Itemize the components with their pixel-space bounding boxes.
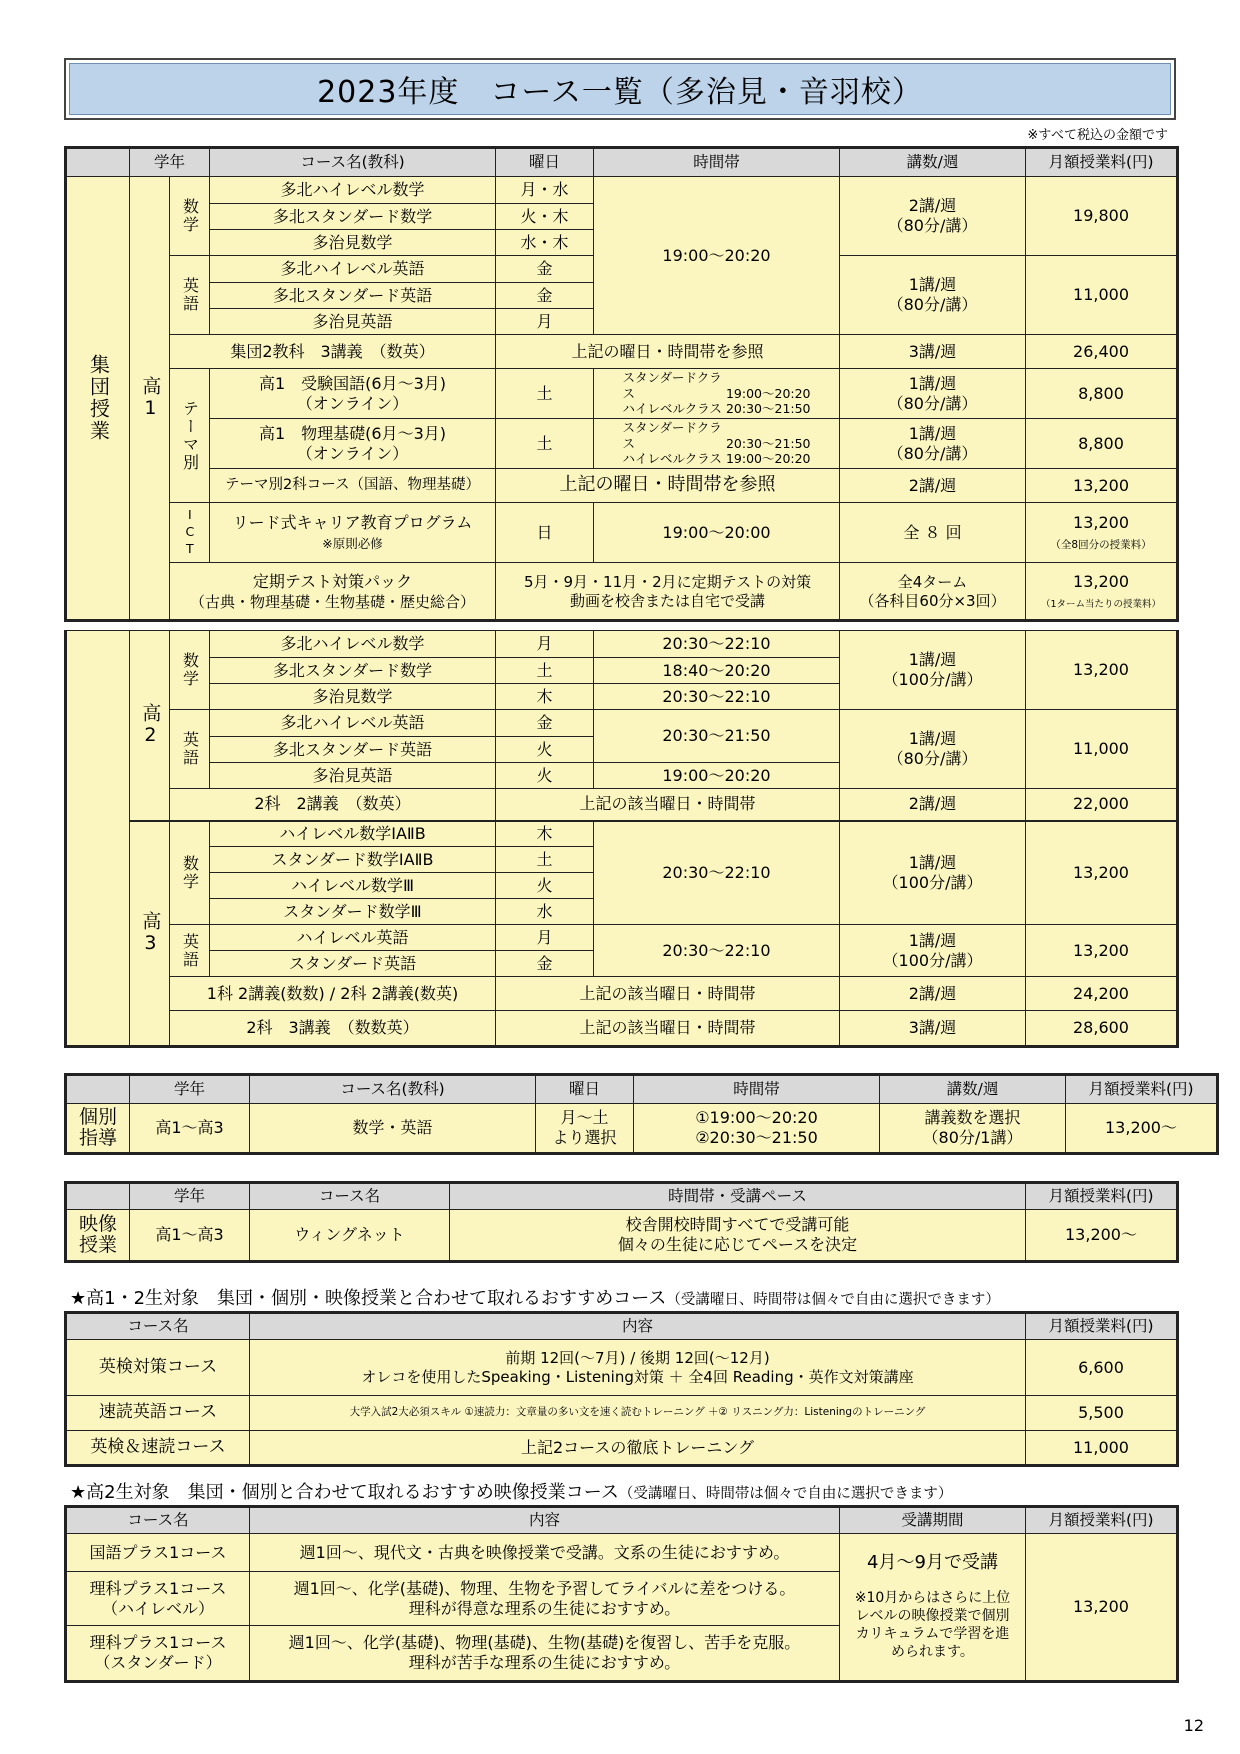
course-time: 20:30～22:10	[594, 925, 840, 977]
course-time: 19:00～20:20	[594, 177, 840, 335]
rec2-course-name	[66, 1626, 250, 1682]
lessons-line: 1講/週	[908, 423, 957, 443]
header-fee: 月額授業料(円)	[1026, 1183, 1178, 1210]
grade-label-k3: 高3	[130, 821, 170, 1047]
rec2-title	[70, 1478, 952, 1504]
name-line: 理科プラス1コース	[89, 1578, 227, 1598]
table-row	[66, 419, 1178, 469]
name-line: 理科プラス1コース	[89, 1633, 227, 1652]
course-day: 火	[496, 763, 594, 789]
course-day: 木	[496, 684, 594, 710]
course-day: 水・木	[496, 230, 594, 256]
course-name: 多治見英語	[210, 763, 496, 789]
lessons-line: （各科目60分×3回）	[859, 591, 1006, 610]
table-row	[66, 789, 1178, 821]
table-row	[66, 335, 1178, 369]
name-line: （スタンダード）	[94, 1653, 222, 1672]
rec1-course-content: 上記2コースの徹底トレーニング	[250, 1431, 1026, 1466]
rec2-course-name	[66, 1572, 250, 1626]
header-time-pace: 時間帯・受講ペース	[450, 1183, 1026, 1210]
combo-name: 2科 2講義 （数英）	[170, 789, 496, 821]
fee-note: （全8回分の授業料）	[1050, 538, 1152, 551]
time-line: 動画を校舎または自宅で受講	[570, 591, 766, 610]
table-row	[66, 1340, 1178, 1396]
course-name: 多北ハイレベル英語	[210, 256, 496, 283]
rec1-course-content	[250, 1340, 1026, 1396]
header-fee: 月額授業料(円)	[1066, 1075, 1218, 1104]
combo-name: 2科 3講義 （数数英）	[170, 1011, 496, 1047]
rec2-title-text: ★高2生対象 集団・個別と合わせて取れるおすすめ映像授業コース	[70, 1482, 619, 1503]
test-pack-time	[496, 563, 840, 621]
course-name: 多北ハイレベル数学	[210, 631, 496, 658]
lessons-line: （80分/講）	[887, 749, 978, 768]
rec1-title-text: ★高1・2生対象 集団・個別・映像授業と合わせて取れるおすすめコース	[70, 1288, 667, 1309]
table-row	[66, 1431, 1178, 1466]
lessons-line: 2講/週	[908, 196, 957, 215]
individual-fee: 13,200～	[1066, 1104, 1218, 1154]
group-class-table	[64, 146, 1179, 622]
table-row	[66, 469, 1178, 503]
course-day: 木	[496, 821, 594, 847]
title-box	[64, 58, 1176, 120]
table-row	[66, 503, 1178, 563]
lessons-line: （100分/講）	[882, 670, 983, 689]
header-day: 曜日	[496, 148, 594, 177]
table-row	[66, 1210, 1178, 1262]
table-header-row	[66, 1075, 1218, 1104]
course-lessons	[840, 256, 1026, 335]
individual-table	[64, 1073, 1219, 1155]
course-fee: 19,800	[1026, 177, 1178, 256]
subject-label-math: 数学	[170, 177, 210, 256]
table-header-row	[66, 1313, 1178, 1340]
header-grade: 学年	[130, 1075, 250, 1104]
course-name: 多北スタンダード数学	[210, 204, 496, 230]
day-line: 月～土	[560, 1108, 609, 1127]
individual-course: 数学・英語	[250, 1104, 536, 1154]
header-fee: 月額授業料(円)	[1026, 1507, 1178, 1534]
theme-combo-name: テーマ別2科コース（国語、物理基礎）	[210, 469, 496, 503]
video-pace	[450, 1210, 1026, 1262]
header-blank	[66, 1075, 130, 1104]
name-line: 高1 物理基礎(6月～3月)	[259, 423, 447, 443]
subject-label-math: 数学	[170, 821, 210, 925]
rec2-note: （受講曜日、時間帯は個々で自由に選択できます）	[618, 1486, 953, 1502]
theme-combo-time: 上記の曜日・時間帯を参照	[496, 469, 840, 503]
course-day: 日	[496, 503, 594, 563]
table-row	[66, 1396, 1178, 1431]
period-main: 4月～9月で受講	[867, 1552, 998, 1574]
class-slot: スタンダードクラス	[622, 370, 722, 401]
individual-lessons	[880, 1104, 1066, 1154]
subject-label-theme: テーマ別	[170, 369, 210, 503]
header-course: コース名(教科)	[210, 148, 496, 177]
header-grade: 学年	[130, 1183, 250, 1210]
video-label	[66, 1210, 130, 1262]
header-course: コース名	[66, 1313, 250, 1340]
name-line: 高1 受験国語(6月～3月)	[259, 373, 447, 393]
content-line: 理科が苦手な理系の生徒におすすめ。	[408, 1653, 681, 1672]
course-fee: 8,800	[1026, 369, 1178, 419]
header-blank	[66, 1183, 130, 1210]
header-grade: 学年	[130, 148, 210, 177]
page-title: 2023年度 コース一覧（多治見・音羽校）	[69, 63, 1171, 115]
course-name: スタンダード数学Ⅲ	[210, 899, 496, 925]
slot-time: 20:30～21:50	[725, 435, 811, 451]
header-course: コース名(教科)	[250, 1075, 536, 1104]
lessons-line: 1講/週	[908, 650, 957, 669]
rec1-table	[64, 1311, 1179, 1467]
label-text: 個別指導	[78, 1106, 117, 1149]
course-name: 多北ハイレベル数学	[210, 177, 496, 204]
lessons-line: 1講/週	[908, 729, 957, 748]
course-fee: 13,200	[1026, 631, 1178, 710]
header-day: 曜日	[536, 1075, 634, 1104]
course-name: 多治見数学	[210, 230, 496, 256]
lessons-line: 1講/週	[908, 852, 957, 872]
grade-label-k2: 高2	[130, 631, 170, 821]
subject-label-english: 英語	[170, 256, 210, 335]
class-slot: ハイレベルクラス	[622, 451, 722, 467]
pace-line: 個々の生徒に応じてペースを決定	[617, 1235, 858, 1254]
individual-grade: 高1～高3	[130, 1104, 250, 1154]
course-name: ハイレベル数学ⅠAⅡB	[210, 821, 496, 847]
page-number: 12	[1183, 1716, 1204, 1735]
combo-lessons: 3講/週	[840, 335, 1026, 369]
rec2-course-name: 国語プラス1コース	[66, 1534, 250, 1572]
combo-name: 1科 2講義(数数) / 2科 2講義(数英)	[170, 977, 496, 1011]
subject-label-english: 英語	[170, 710, 210, 789]
course-fee	[1026, 503, 1178, 563]
subject-label-math: 数学	[170, 631, 210, 710]
header-lessons: 講数/週	[840, 148, 1026, 177]
lessons-line: 講義数を選択	[924, 1108, 1021, 1127]
course-fee: 13,200	[1026, 925, 1178, 977]
course-day: 金	[496, 710, 594, 737]
course-lessons	[840, 710, 1026, 789]
course-day: 月	[496, 631, 594, 658]
table-row	[66, 177, 1178, 204]
rec2-course-content: 週1回～、現代文・古典を映像授業で受講。文系の生徒におすすめ。	[250, 1534, 840, 1572]
combo-fee: 26,400	[1026, 335, 1178, 369]
content-line: 前期 12回(～7月) / 後期 12回(～12月)	[505, 1348, 770, 1367]
theme-combo-lessons: 2講/週	[840, 469, 1026, 503]
name-line: （ハイレベル）	[101, 1598, 214, 1618]
time-line: ①19:00～20:20	[695, 1108, 818, 1127]
lessons-line: （100分/講）	[882, 872, 983, 892]
individual-time	[634, 1104, 880, 1154]
course-name: 多北スタンダード英語	[210, 283, 496, 309]
subject-label-english: 英語	[170, 925, 210, 977]
table-header-row	[66, 148, 1178, 177]
group-class-label: 集団授業	[66, 177, 130, 621]
course-lessons	[840, 925, 1026, 977]
slot-time: 19:00～20:20	[725, 385, 811, 401]
course-day: 土	[496, 847, 594, 873]
rec2-fee: 13,200	[1026, 1534, 1178, 1682]
video-table	[64, 1181, 1179, 1263]
course-day: 火	[496, 737, 594, 763]
course-lessons	[840, 631, 1026, 710]
label-text: 映像授業	[78, 1213, 117, 1256]
table-header-row	[66, 1507, 1178, 1534]
header-blank	[66, 148, 130, 177]
slot-time: 20:30～21:50	[725, 401, 811, 417]
course-day: 土	[496, 658, 594, 684]
lessons-line: 1講/週	[908, 275, 957, 294]
name-line: （古典・物理基礎・生物基礎・歴史総合）	[190, 592, 476, 611]
rec1-note: （受講曜日、時間帯は個々で自由に選択できます）	[666, 1292, 1000, 1308]
lessons-line: （80分/講）	[887, 443, 978, 463]
course-day: 金	[496, 283, 594, 309]
course-name: ハイレベル数学Ⅲ	[210, 873, 496, 899]
lessons-line: （80分/1講）	[922, 1128, 1023, 1147]
header-period: 受講期間	[840, 1507, 1026, 1534]
header-time: 時間帯	[634, 1075, 880, 1104]
rec2-course-content	[250, 1572, 840, 1626]
course-time: 20:30～22:10	[594, 631, 840, 658]
rec1-course-name: 英検＆速読コース	[66, 1431, 250, 1466]
table-row	[66, 1104, 1218, 1154]
period-note: ※10月からはさらに上位レベルの映像授業で個別カリキュラムで学習を進められます。	[854, 1589, 1011, 1661]
ict-course-name	[210, 503, 496, 563]
theme-course-name	[210, 369, 496, 419]
course-name: 多北ハイレベル英語	[210, 710, 496, 737]
table-row	[66, 1011, 1178, 1047]
course-lessons: 全 ８ 回	[840, 503, 1026, 563]
fee-note: （1ターム当たりの授業料）	[1040, 598, 1162, 610]
name-line: ※原則必修	[322, 535, 383, 551]
fee-line: 13,200	[1073, 571, 1129, 591]
course-name: ハイレベル英語	[210, 925, 496, 951]
rec2-table	[64, 1505, 1179, 1683]
course-day: 月	[496, 309, 594, 335]
header-lessons: 講数/週	[880, 1075, 1066, 1104]
header-fee: 月額授業料(円)	[1026, 148, 1178, 177]
combo-lessons: 2講/週	[840, 789, 1026, 821]
rec1-course-content: 大学入試2大必須スキル ①速読力：文章量の多い文を速く読むトレーニング ＋② リスニング力：Listeningのトレーニング	[250, 1396, 1026, 1431]
lessons-line: （80分/講）	[887, 295, 978, 314]
theme-course-time	[594, 369, 840, 419]
header-course: コース名	[66, 1507, 250, 1534]
lessons-line: 1講/週	[908, 373, 957, 393]
individual-day	[536, 1104, 634, 1154]
course-time: 19:00～20:20	[594, 763, 840, 789]
course-fee: 11,000	[1026, 256, 1178, 335]
header-content: 内容	[250, 1507, 840, 1534]
course-day: 水	[496, 899, 594, 925]
course-day: 金	[496, 951, 594, 977]
lessons-line: （80分/講）	[887, 216, 978, 235]
course-day: 月	[496, 925, 594, 951]
content-line: オレコを使用したSpeaking・Listening対策 ＋ 全4回 Reading・英作文対策講座	[361, 1367, 914, 1386]
course-lessons	[840, 821, 1026, 925]
course-name: スタンダード数学ⅠAⅡB	[210, 847, 496, 873]
table-row	[66, 925, 1178, 951]
header-content: 内容	[250, 1313, 1026, 1340]
name-line: 定期テスト対策パック	[252, 571, 413, 591]
rec2-period	[840, 1534, 1026, 1682]
pace-line: 校舎開校時間すべてで受講可能	[625, 1215, 850, 1234]
combo-lessons: 3講/週	[840, 1011, 1026, 1047]
group-class-table-k2k3	[64, 630, 1179, 1048]
lessons-line: （100分/講）	[882, 950, 983, 970]
group-class-label-cont	[66, 631, 130, 1047]
name-line: （オンライン）	[296, 393, 409, 413]
rec1-course-name: 英検対策コース	[66, 1340, 250, 1396]
table-row	[66, 563, 1178, 621]
combo-fee: 28,600	[1026, 1011, 1178, 1047]
course-day: 月・水	[496, 177, 594, 204]
header-time: 時間帯	[594, 148, 840, 177]
table-row	[66, 1534, 1178, 1572]
test-pack-name	[170, 563, 496, 621]
test-pack-lessons	[840, 563, 1026, 621]
video-course: ウィングネット	[250, 1210, 450, 1262]
combo-fee: 24,200	[1026, 977, 1178, 1011]
slot-time: 19:00～20:20	[725, 451, 811, 467]
theme-course-name	[210, 419, 496, 469]
course-lessons	[840, 419, 1026, 469]
table-row	[66, 710, 1178, 737]
day-line: より選択	[552, 1128, 617, 1147]
combo-fee: 22,000	[1026, 789, 1178, 821]
class-slot: ハイレベルクラス	[622, 401, 722, 417]
combo-lessons: 2講/週	[840, 977, 1026, 1011]
content-line: 週1回～、化学(基礎)、物理(基礎)、生物(基礎)を復習し、苦手を克服。	[288, 1633, 801, 1652]
combo-time: 上記の該当曜日・時間帯	[496, 1011, 840, 1047]
course-lessons	[840, 369, 1026, 419]
course-name: 多北スタンダード数学	[210, 658, 496, 684]
course-fee: 13,200	[1026, 821, 1178, 925]
lessons-line: 1講/週	[908, 930, 957, 950]
header-course: コース名	[250, 1183, 450, 1210]
combo-time: 上記の該当曜日・時間帯	[496, 789, 840, 821]
course-day: 土	[496, 419, 594, 469]
table-row	[66, 369, 1178, 419]
theme-combo-fee: 13,200	[1026, 469, 1178, 503]
time-line: ②20:30～21:50	[695, 1128, 818, 1147]
course-day: 土	[496, 369, 594, 419]
course-name: 多治見数学	[210, 684, 496, 710]
lessons-line: （80分/講）	[887, 393, 978, 413]
course-fee: 8,800	[1026, 419, 1178, 469]
course-time: 20:30～22:10	[594, 821, 840, 925]
course-time: 19:00～20:00	[594, 503, 840, 563]
header-fee: 月額授業料(円)	[1026, 1313, 1178, 1340]
class-slot: スタンダードクラス	[622, 420, 722, 451]
course-name: スタンダード英語	[210, 951, 496, 977]
video-fee: 13,200～	[1026, 1210, 1178, 1262]
video-grade: 高1～高3	[130, 1210, 250, 1262]
content-line: 週1回～、化学(基礎)、物理、生物を予習してライバルに差をつける。	[293, 1578, 796, 1598]
course-name: 多北スタンダード英語	[210, 737, 496, 763]
fee-line: 13,200	[1073, 512, 1129, 532]
table-row	[66, 821, 1178, 847]
course-time: 18:40～20:20	[594, 658, 840, 684]
combo-name: 集団2教科 3講義 （数英）	[170, 335, 496, 369]
combo-time: 上記の該当曜日・時間帯	[496, 977, 840, 1011]
time-line: 5月・9月・11月・2月に定期テストの対策	[523, 572, 812, 591]
table-row	[66, 977, 1178, 1011]
subject-label-ict: ICT	[170, 503, 210, 563]
grade-label-k1: 高1	[130, 177, 170, 621]
course-day: 火・木	[496, 204, 594, 230]
course-time: 20:30～21:50	[594, 710, 840, 763]
lessons-line: 全4ターム	[897, 572, 968, 591]
name-line: リード式キャリア教育プログラム	[232, 512, 473, 532]
course-day: 金	[496, 256, 594, 283]
combo-time: 上記の曜日・時間帯を参照	[496, 335, 840, 369]
test-pack-fee	[1026, 563, 1178, 621]
content-line: 理科が得意な理系の生徒におすすめ。	[408, 1598, 681, 1618]
rec1-course-fee: 6,600	[1026, 1340, 1178, 1396]
course-time: 20:30～22:10	[594, 684, 840, 710]
table-header-row	[66, 1183, 1178, 1210]
individual-label	[66, 1104, 130, 1154]
rec1-course-fee: 11,000	[1026, 1431, 1178, 1466]
course-fee: 11,000	[1026, 710, 1178, 789]
rec2-course-content	[250, 1626, 840, 1682]
table-row	[66, 631, 1178, 658]
rec1-course-fee: 5,500	[1026, 1396, 1178, 1431]
rec1-course-name: 速読英語コース	[66, 1396, 250, 1431]
rec1-title	[70, 1284, 1000, 1310]
tax-note: ※すべて税込の金額です	[1027, 128, 1168, 143]
theme-course-time	[594, 419, 840, 469]
course-lessons	[840, 177, 1026, 256]
name-line: （オンライン）	[296, 443, 409, 463]
course-day: 火	[496, 873, 594, 899]
course-name: 多治見英語	[210, 309, 496, 335]
